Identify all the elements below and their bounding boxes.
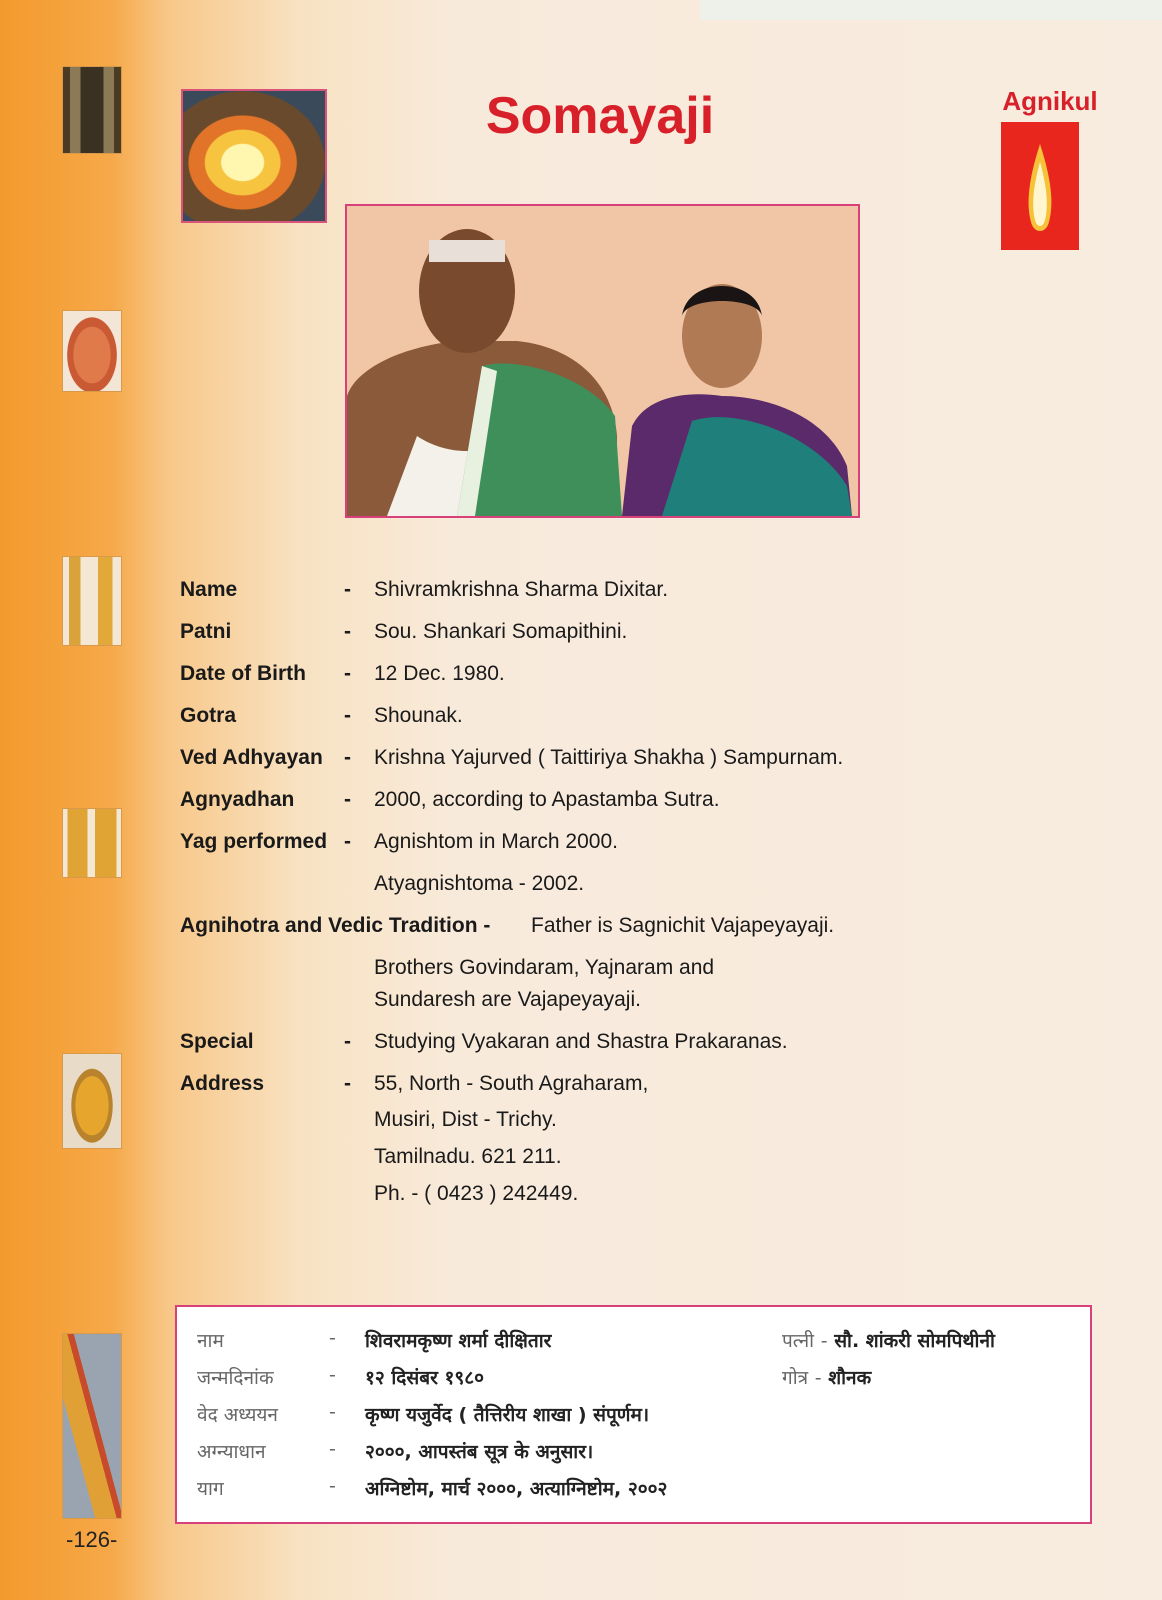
detail-label: Agnyadhan	[180, 788, 295, 811]
flame-logo	[1001, 122, 1079, 250]
hindi-separator: -	[329, 1475, 336, 1497]
detail-label: Address	[180, 1072, 265, 1095]
hindi-value: शिवरामकृष्ण शर्मा दीक्षितार	[365, 1330, 552, 1352]
detail-value: Sundaresh are Vajapeyayaji.	[374, 988, 641, 1011]
top-strip	[700, 0, 1162, 20]
page-number: -126-	[66, 1527, 118, 1552]
clay-pot-image	[62, 310, 122, 392]
detail-value: Shounak.	[374, 704, 463, 727]
hindi-label: गोत्र	[782, 1367, 809, 1389]
hindi-row	[177, 1475, 1090, 1503]
couple-portrait	[345, 204, 860, 518]
hindi-separator: -	[814, 1367, 822, 1389]
hindi-row	[177, 1438, 1090, 1466]
hindi-row	[177, 1401, 1090, 1429]
hindi-row	[177, 1364, 1090, 1392]
detail-separator: -	[344, 578, 351, 601]
detail-value: Studying Vyakaran and Shastra Prakaranas.	[374, 1030, 788, 1053]
wooden-sticks-image	[62, 556, 122, 646]
wooden-ladle-image	[62, 1053, 122, 1149]
hindi-separator: -	[820, 1330, 828, 1352]
address-line: 55, North - South Agraharam,	[374, 1072, 649, 1095]
hindi-value: अग्निष्टोम, मार्च २०००, अत्याग्निष्टोम, २००२	[365, 1478, 668, 1500]
hindi-value: कृष्ण यजुर्वेद ( तैत्तिरीय शाखा ) संपूर्णम।	[365, 1404, 650, 1426]
hindi-separator: -	[329, 1401, 336, 1423]
detail-label: Ved Adhyayan	[180, 746, 323, 769]
detail-separator: -	[344, 704, 351, 727]
detail-separator: -	[344, 788, 351, 811]
hindi-label: पत्नी	[782, 1330, 815, 1352]
hindi-value: शौनक	[828, 1367, 872, 1389]
detail-separator: -	[344, 746, 351, 769]
brand-label: Agnikul	[1002, 86, 1098, 116]
hindi-label: वेद अध्ययन	[197, 1404, 278, 1426]
ritual-frame-image	[62, 66, 122, 154]
detail-label: Date of Birth	[180, 662, 306, 685]
hindi-separator: -	[329, 1438, 336, 1460]
detail-label: Yag performed	[180, 830, 328, 853]
sacred-fire-photo	[181, 89, 327, 223]
tradition-value: Father is Sagnichit Vajapeyayaji.	[531, 914, 835, 937]
detail-label: Patni	[180, 620, 232, 643]
detail-separator: -	[344, 1072, 351, 1095]
hindi-label: याग	[197, 1478, 224, 1500]
detail-value: 12 Dec. 1980.	[374, 662, 505, 685]
hindi-label: जन्मदिनांक	[197, 1367, 274, 1389]
detail-separator: -	[344, 620, 351, 643]
hindi-value: २०००, आपस्तंब सूत्र के अनुसार।	[365, 1441, 594, 1463]
detail-separator: -	[344, 830, 351, 853]
detail-value: 2000, according to Apastamba Sutra.	[374, 788, 720, 811]
wooden-blocks-image	[62, 808, 122, 878]
detail-value: Agnishtom in March 2000.	[374, 830, 618, 853]
hindi-separator: -	[329, 1327, 336, 1349]
hindi-patni	[782, 1327, 995, 1353]
page-title: Somayaji	[485, 87, 715, 145]
phone-number: Ph. - ( 0423 ) 242449.	[374, 1182, 579, 1205]
detail-value: Brothers Govindaram, Yajnaram and	[374, 956, 715, 979]
address-line: Tamilnadu. 621 211.	[374, 1145, 562, 1168]
detail-label: Special	[180, 1030, 254, 1053]
detail-value: Shivramkrishna Sharma Dixitar.	[374, 578, 669, 601]
hindi-row	[177, 1327, 1090, 1355]
address-line: Musiri, Dist - Trichy.	[374, 1108, 557, 1131]
detail-label: Name	[180, 578, 238, 601]
flame-icon	[1001, 122, 1079, 250]
hindi-label: नाम	[197, 1330, 224, 1352]
detail-value: Sou. Shankari Somapithini.	[374, 620, 628, 643]
hindi-label: अग्न्याधान	[197, 1441, 266, 1463]
detail-value: Krishna Yajurved ( Taittiriya Shakha ) Sampurnam.	[374, 746, 844, 769]
hindi-separator: -	[329, 1364, 336, 1386]
hindi-gotra	[782, 1364, 871, 1390]
detail-separator: -	[344, 662, 351, 685]
hindi-value: १२ दिसंबर १९८०	[365, 1367, 484, 1389]
hindi-summary-box	[175, 1305, 1092, 1524]
detail-separator: -	[344, 1030, 351, 1053]
ritual-spoon-image	[62, 1333, 122, 1519]
tradition-label: Agnihotra and Vedic Tradition -	[180, 914, 491, 937]
detail-value: Atyagnishtoma - 2002.	[374, 872, 585, 895]
hindi-value: सौ. शांकरी सोमपिथीनी	[834, 1330, 995, 1352]
detail-label: Gotra	[180, 704, 237, 727]
